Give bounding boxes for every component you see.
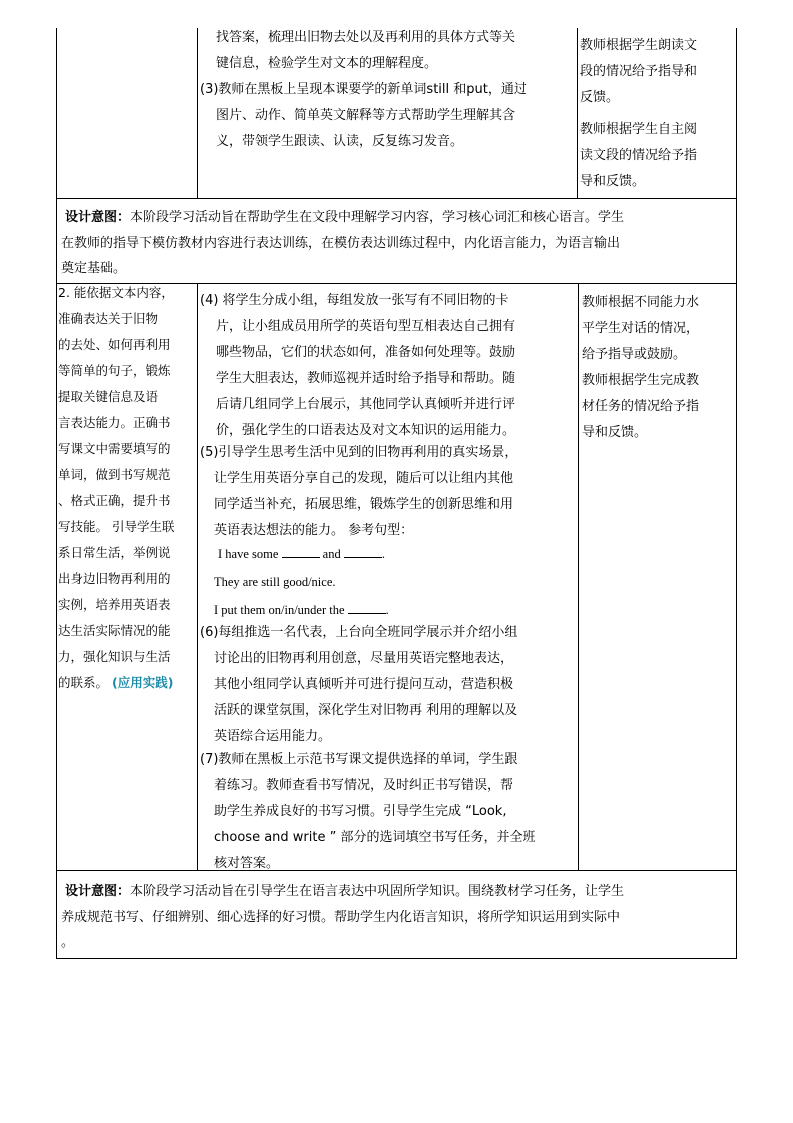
text-line: (7)教师在黑板上示范书写课文提供选择的单词，学生跟 — [200, 752, 518, 767]
text-line: 教师根据学生朗读文 — [580, 38, 698, 53]
sentence-text: . — [381, 547, 385, 561]
skill-tag: (应用实践) — [111, 675, 174, 690]
activity-6 — [200, 620, 578, 750]
text-line: 讨论出的旧物再利用创意，尽量用英语完整地表达， — [214, 651, 514, 666]
text-line: (3)教师在黑板上呈现本课要学的新单词still 和put，通过 — [200, 82, 527, 97]
sentence-text: . — [385, 603, 389, 617]
text-line: 教师根据不同能力水 — [582, 295, 700, 310]
text-line: 单词，做到书写规范 — [58, 467, 171, 482]
evaluation-text — [580, 33, 735, 195]
learning-goal — [58, 280, 198, 696]
reference-sentences — [200, 540, 578, 624]
text-line: 让学生用英语分享自己的发现，随后可以让组内其他 — [214, 471, 514, 486]
text-line: 、格式正确，提升书 — [58, 493, 171, 508]
text-line: 键信息，检验学生对文本的理解程度。 — [216, 56, 438, 71]
text-line: 本阶段学习活动旨在引导学生在语言表达中巩固所学知识。围绕教材学习任务，让学生 — [130, 884, 625, 899]
text-line: 材任务的情况给予指 — [582, 399, 700, 414]
design-label: 设计意图： — [65, 210, 131, 225]
text-line: 后请几组同学上台展示，其他同学认真倾听并进行评 — [216, 397, 516, 412]
text-line: (4) 将学生分成小组，每组发放一张写有不同旧物的卡 — [200, 293, 509, 308]
activity-5 — [200, 440, 578, 544]
text-line: 的去处、如何再利用 — [58, 337, 171, 352]
text-line: 反馈。 — [580, 90, 620, 105]
text-line: 出身边旧物再利用的 — [58, 571, 171, 586]
text-line: 助学生养成良好的书写习惯。引导学生完成 “Look, — [214, 804, 507, 819]
activity-7 — [200, 747, 578, 877]
text-line: 写技能。 引导学生联 — [58, 519, 175, 534]
text-line: 哪些物品，它们的状态如何，准备如何处理等。鼓励 — [216, 345, 516, 360]
text-line: 实例，培养用英语表 — [58, 597, 171, 612]
text-line: 导和反馈。 — [582, 425, 648, 440]
text-line: choose and write ” 部分的选词填空书写任务，并全班 — [214, 830, 536, 845]
activity-4 — [200, 288, 578, 444]
text-line: 。 — [61, 935, 75, 950]
text-line: 等简单的句子，锻炼 — [58, 363, 171, 378]
sentence-text: and — [319, 547, 344, 561]
text-line: 养成规范书写、仔细辨别、细心选择的好习惯。帮助学生内化语言知识，将所学知识运用到实际中 — [61, 909, 621, 925]
divider — [197, 28, 198, 198]
text-line: 准确表达关于旧物 — [58, 311, 159, 326]
text-line: 平学生对话的情况， — [582, 321, 700, 336]
text-line: 段的情况给予指导和 — [580, 64, 698, 79]
text-line: 同学适当补充，拓展思维，锻炼学生的创新思维和用 — [214, 497, 514, 512]
text-line: 系日常生活，举例说 — [58, 545, 171, 560]
text-line: 英语表达想法的能力。 参考句型： — [214, 523, 414, 538]
text-line: 教师根据学生完成教 — [582, 373, 700, 388]
design-purpose-2 — [61, 879, 733, 956]
text-line: 的联系。 — [58, 675, 112, 690]
divider — [578, 283, 579, 870]
text-line: 奠定基础。 — [61, 261, 127, 276]
text-line: 活跃的课堂氛围，深化学生对旧物再 利用的理解以及 — [214, 703, 518, 718]
blank-line — [282, 545, 320, 558]
activity-text-continued — [200, 25, 580, 155]
text-line: (6)每组推选一名代表，上台向全班同学展示并介绍小组 — [200, 625, 518, 640]
text-line: 力，强化知识与生活 — [58, 649, 171, 664]
evaluation-text-2 — [582, 290, 734, 446]
sentence-text: I have some — [218, 547, 282, 561]
text-line: 找答案，梳理出旧物去处以及再利用的具体方式等关 — [216, 30, 516, 45]
text-line: 义，带领学生跟读、认读，反复练习发音。 — [216, 134, 464, 149]
sentence-text: They are still good/nice. — [214, 575, 336, 589]
blank-line — [344, 545, 382, 558]
divider — [56, 198, 736, 199]
design-label: 设计意图： — [65, 884, 131, 899]
text-line: 读文段的情况给予指 — [580, 148, 698, 163]
text-line: 提取关键信息及语 — [58, 389, 159, 404]
blank-line — [348, 601, 386, 614]
text-line: 片，让小组成员用所学的英语句型互相表达自己拥有 — [216, 319, 516, 334]
text-line: 言表达能力。正确书 — [58, 415, 171, 430]
text-line: 在教师的指导下模仿教材内容进行表达训练，在模仿表达训练过程中，内化语言能力，为语言输出 — [61, 235, 621, 251]
text-line: 核对答案。 — [214, 856, 280, 871]
text-line: 图片、动作、简单英文解释等方式帮助学生理解其含 — [216, 108, 516, 123]
text-line: 写课文中需要填写的 — [58, 441, 171, 456]
text-line: 给予指导或鼓励。 — [582, 347, 687, 362]
text-line: 学生大胆表达，教师巡视并适时给予指导和帮助。随 — [216, 371, 516, 386]
text-line: 价，强化学生的口语表达及对文本知识的运用能力。 — [216, 423, 516, 438]
design-purpose-1 — [61, 205, 733, 282]
text-line: (5)引导学生思考生活中见到的旧物再利用的真实场景， — [200, 445, 518, 460]
text-line: 导和反馈。 — [580, 174, 646, 189]
text-line: 教师根据学生自主阅 — [580, 122, 698, 137]
text-line: 其他小组同学认真倾听并可进行提问互动，营造积极 — [214, 677, 514, 692]
text-line: 着练习。教师查看书写情况，及时纠正书写错误，帮 — [214, 778, 514, 793]
text-line: 2. 能依据文本内容， — [58, 285, 174, 300]
text-line: 英语综合运用能力。 — [214, 729, 332, 744]
text-line: 本阶段学习活动旨在帮助学生在文段中理解学习内容，学习核心词汇和核心语言。学生 — [130, 210, 625, 225]
text-line: 达生活实际情况的能 — [58, 623, 171, 638]
sentence-text: I put them on/in/under the — [214, 603, 348, 617]
